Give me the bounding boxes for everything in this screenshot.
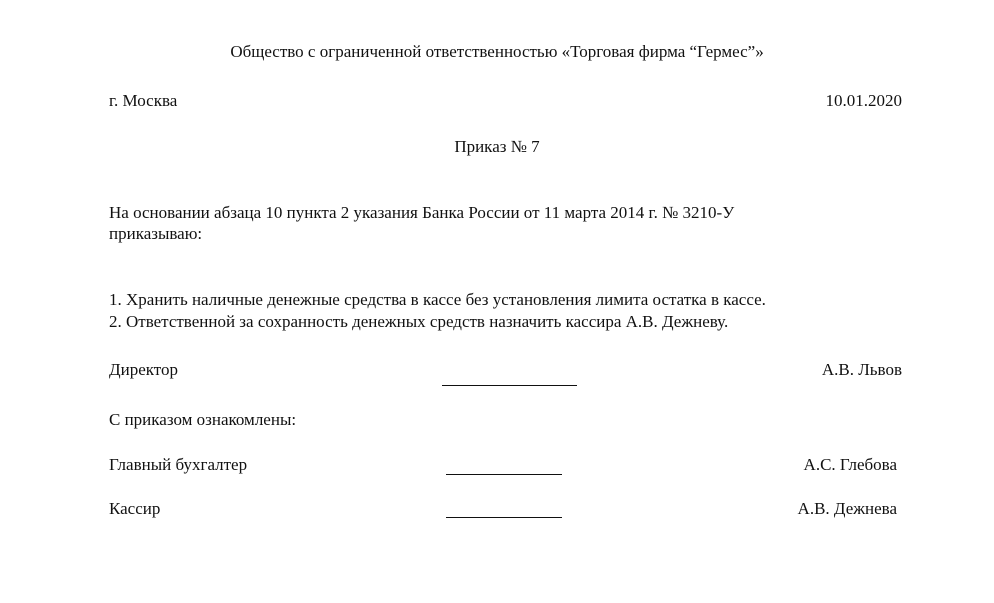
document-city: г. Москва: [109, 91, 178, 110]
cashier-signature-line: [446, 517, 562, 518]
document-date: 10.01.2020: [825, 91, 902, 110]
cashier-position: Кассир: [109, 499, 161, 518]
chief-accountant-name: А.С. Глебова: [803, 455, 897, 474]
director-name: А.В. Львов: [821, 360, 902, 379]
acquainted-label: С приказом ознакомлены:: [109, 410, 297, 429]
organization-name: Общество с ограниченной ответственностью «Торговая фирма “Гермес”»: [230, 42, 764, 61]
order-item-1: 1. Хранить наличные денежные средства в кассе без установления лимита остатка в кассе.: [109, 290, 766, 309]
order-preamble-line2: приказываю:: [109, 224, 203, 243]
chief-accountant-position: Главный бухгалтер: [109, 455, 248, 474]
order-preamble-line1: На основании абзаца 10 пункта 2 указания Банка России от 11 марта 2014 г. № 3210-У: [109, 203, 735, 222]
order-item-2: 2. Ответственной за сохранность денежных средств назначить кассира А.В. Дежневу.: [109, 312, 729, 331]
director-signature-line: [442, 385, 577, 386]
director-position: Директор: [109, 360, 178, 379]
order-title: Приказ № 7: [454, 137, 540, 156]
cashier-name: А.В. Дежнева: [797, 499, 897, 518]
chief-accountant-signature-line: [446, 474, 562, 475]
